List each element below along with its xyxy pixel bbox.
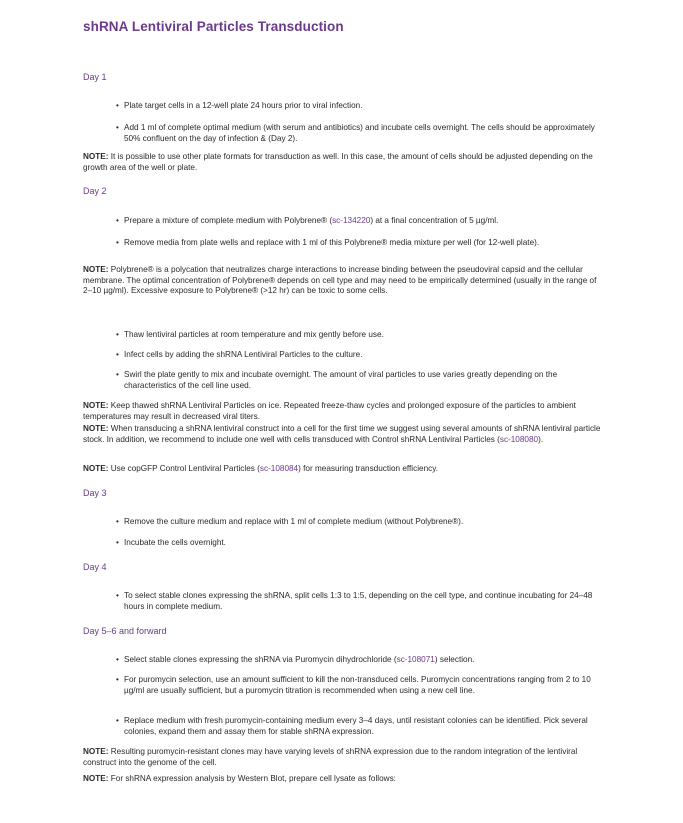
note-text: ). (538, 434, 544, 444)
day1-heading: Day 1 (83, 72, 107, 82)
bullet-icon: • (116, 350, 119, 359)
bullet-icon: • (116, 370, 119, 379)
note (83, 774, 603, 785)
note (83, 424, 603, 445)
list-item (116, 517, 606, 528)
note-label: NOTE: (83, 424, 109, 433)
list-item-text: Thaw lentiviral particles at room temperature and mix gently before use. (124, 330, 384, 339)
bullet-icon: • (116, 716, 119, 725)
note-label: NOTE: (83, 152, 109, 161)
list-item (116, 370, 606, 391)
bullet-icon: • (116, 123, 119, 132)
list-item-text: Remove media from plate wells and replace with 1 ml of this Polybrene® media mixture per well (for 12-well plate). (124, 238, 540, 247)
list-item-text: ) at a final concentration of 5 µg/ml. (370, 216, 499, 225)
note (83, 265, 603, 297)
list-item-text: Add 1 ml of complete optimal medium (with serum and antibiotics) and incubate cells overnight. The cells should be approximately 50% confluent on the day of infection & (Day 2). (124, 123, 595, 143)
day3-heading: Day 3 (83, 488, 107, 498)
note-text: When transducing a shRNA lentiviral construct into a cell for the first time we suggest using several amounts of shRNA lentiviral particle stock. In addition, we recommend to include one well with cells transduced with Control shRNA Lentiviral Particles ( (83, 424, 601, 444)
note (83, 747, 603, 768)
list-item (116, 238, 606, 249)
list-item-text: Swirl the plate gently to mix and incubate overnight. The amount of viral particles to use varies greatly depending on the characteristics of the cell line used. (124, 370, 558, 390)
note-label: NOTE: (83, 401, 109, 410)
list-item-text: Replace medium with fresh puromycin-containing medium every 3–4 days, until resistant colonies can be identified. Pick several colonies, expand them and assay them for stable shRNA expression. (124, 716, 588, 736)
note-label: NOTE: (83, 747, 109, 756)
list-item (116, 591, 606, 612)
bullet-icon: • (116, 517, 119, 526)
list-item-text: To select stable clones expressing the shRNA, split cells 1:3 to 1:5, depending on the cell type, and continue incubating for 24–48 hours in complete medium. (124, 591, 593, 611)
list-item-text: Prepare a mixture of complete medium with Polybrene® ( (124, 216, 333, 225)
note (83, 464, 603, 475)
list-item (116, 350, 606, 361)
list-item (116, 716, 606, 737)
list-item-text: ) selection. (434, 655, 475, 664)
list-item-text: Infect cells by adding the shRNA Lentiviral Particles to the culture. (124, 350, 363, 359)
bullet-icon: • (116, 675, 119, 684)
note (83, 401, 603, 422)
bullet-icon: • (116, 238, 119, 247)
bullet-icon: • (116, 591, 119, 600)
bullet-icon: • (116, 330, 119, 339)
note-text: It is possible to use other plate formats for transduction as well. In this case, the amount of cells should be adjusted depending on the growth area of the well or plate. (83, 152, 593, 172)
list-item-text: Select stable clones expressing the shRNA via Puromycin dihydrochloride ( (124, 655, 397, 664)
day2-heading: Day 2 (83, 186, 107, 196)
list-item (116, 123, 606, 144)
catalog-link[interactable]: sc-108071 (396, 655, 435, 664)
note-text: For shRNA expression analysis by Western Blot, prepare cell lysate as follows: (110, 774, 396, 783)
list-item-text: Remove the culture medium and replace with 1 ml of complete medium (without Polybrene®). (124, 517, 464, 526)
bullet-icon: • (116, 538, 119, 547)
note-label: NOTE: (83, 774, 109, 783)
list-item-text: For puromycin selection, use an amount sufficient to kill the non-transduced cells. Puromycin concentrations ranging from 2 to 10 µg/ml are usually sufficient, but a puromycin titration is recommended when using a new cell line. (124, 675, 591, 695)
list-item (116, 216, 606, 227)
list-item (116, 538, 606, 549)
day4-heading: Day 4 (83, 562, 107, 572)
note-text: Polybrene® is a polycation that neutralizes charge interactions to increase binding between the pseudoviral capsid and the cellular membrane. The optimal concentration of Polybrene® depends on cell type and may need to be empirically determined (usually in the range of 2–10 µg/ml). Excessive exposure to Polybrene® (>12 hr) can be toxic to some cells. (83, 265, 597, 296)
catalog-link[interactable]: sc-108080 (499, 434, 539, 444)
catalog-link[interactable]: sc-134220 (332, 216, 371, 225)
list-item-text: Plate target cells in a 12-well plate 24 hours prior to viral infection. (124, 101, 363, 110)
list-item (116, 655, 606, 666)
note-text: Keep thawed shRNA Lentiviral Particles on ice. Repeated freeze-thaw cycles and prolonged exposure of the particles to ambient temperatures may result in decreased viral titers. (83, 401, 576, 421)
list-item (116, 101, 606, 112)
bullet-icon: • (116, 655, 119, 664)
catalog-link[interactable]: sc-108084 (259, 464, 299, 473)
day5-heading: Day 5–6 and forward (83, 626, 167, 636)
note-text: ) for measuring transduction efficiency. (298, 464, 438, 473)
list-item (116, 675, 606, 696)
page-title: shRNA Lentiviral Particles Transduction (83, 19, 344, 34)
note-label: NOTE: (83, 265, 109, 274)
note-text: Resulting puromycin-resistant clones may have varying levels of shRNA expression due to the random integration of the lentiviral construct into the genome of the cell. (83, 747, 578, 767)
note-text: Use copGFP Control Lentiviral Particles ( (110, 464, 260, 473)
list-item-text: Incubate the cells overnight. (124, 538, 226, 547)
note (83, 152, 603, 173)
list-item (116, 330, 606, 341)
bullet-icon: • (116, 101, 119, 110)
note-label: NOTE: (83, 464, 109, 473)
bullet-icon: • (116, 216, 119, 225)
